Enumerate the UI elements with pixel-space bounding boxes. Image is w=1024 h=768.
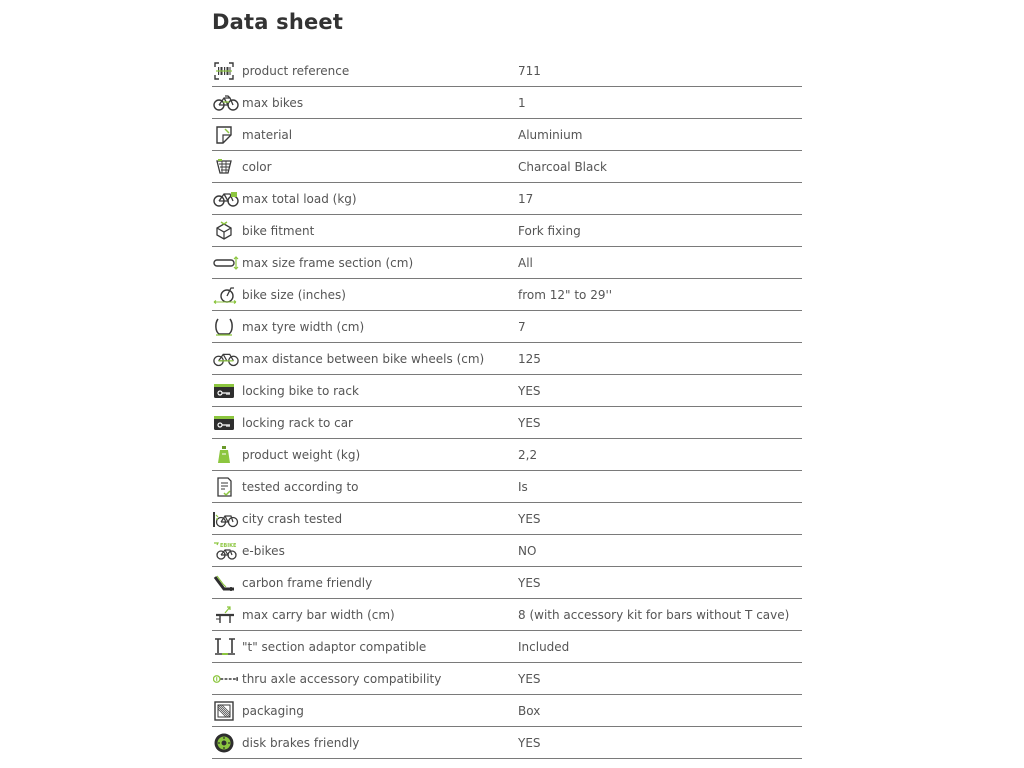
row-label: product reference bbox=[242, 63, 350, 78]
row-label: packaging bbox=[242, 703, 304, 718]
row-value: 7 bbox=[518, 319, 526, 334]
row-value: All bbox=[518, 255, 533, 270]
table-row-thru-axle bbox=[212, 663, 802, 695]
table-row-max-distance-wheels bbox=[212, 343, 802, 375]
t-section-icon bbox=[213, 636, 239, 658]
carry-bar-icon bbox=[213, 604, 239, 626]
tyre-icon bbox=[213, 316, 239, 338]
table-row-locking-bike-to-rack bbox=[212, 375, 802, 407]
thru-axle-icon bbox=[213, 668, 239, 690]
material-icon bbox=[213, 124, 239, 146]
row-value: 125 bbox=[518, 351, 541, 366]
row-label: e-bikes bbox=[242, 543, 285, 558]
ebike-icon bbox=[213, 540, 239, 562]
row-value: YES bbox=[518, 671, 541, 686]
barcode-icon bbox=[213, 60, 239, 82]
wheel-size-icon bbox=[213, 284, 239, 306]
table-row-bike-size bbox=[212, 279, 802, 311]
row-value: 8 (with accessory kit for bars without T cave) bbox=[518, 607, 790, 622]
row-label: bike fitment bbox=[242, 223, 315, 238]
row-value: 2,2 bbox=[518, 447, 538, 462]
frame-section-icon bbox=[213, 252, 239, 274]
row-value: YES bbox=[518, 511, 541, 526]
row-label: max distance between bike wheels (cm) bbox=[242, 351, 485, 366]
table-row-max-bikes bbox=[212, 87, 802, 119]
row-label: locking bike to rack bbox=[242, 383, 359, 398]
table-row-carbon-frame-friendly bbox=[212, 567, 802, 599]
row-value: Included bbox=[518, 639, 570, 654]
row-value: YES bbox=[518, 735, 541, 750]
disk-brake-icon bbox=[213, 732, 239, 754]
table-row-e-bikes bbox=[212, 535, 802, 567]
table-row-tested-according-to bbox=[212, 471, 802, 503]
bike-load-icon bbox=[213, 188, 239, 210]
table-row-max-size-frame-section bbox=[212, 247, 802, 279]
row-label: color bbox=[242, 159, 272, 174]
row-label: "t" section adaptor compatible bbox=[242, 639, 427, 654]
row-label: max carry bar width (cm) bbox=[242, 607, 395, 622]
fitment-cube-icon bbox=[213, 220, 239, 242]
table-row-max-tyre-width bbox=[212, 311, 802, 343]
table-row-max-total-load bbox=[212, 183, 802, 215]
table-row-product-reference bbox=[212, 55, 802, 87]
ebike-icon-text: EBIKE bbox=[220, 542, 237, 549]
row-label: product weight (kg) bbox=[242, 447, 361, 462]
row-value: YES bbox=[518, 575, 541, 590]
table-row-city-crash-tested bbox=[212, 503, 802, 535]
row-label: thru axle accessory compatibility bbox=[242, 671, 442, 686]
row-value: Fork fixing bbox=[518, 223, 581, 238]
row-value: Charcoal Black bbox=[518, 159, 607, 174]
lock-key-icon bbox=[213, 380, 239, 402]
weight-icon bbox=[213, 444, 239, 466]
row-value: NO bbox=[518, 543, 537, 558]
row-value: Aluminium bbox=[518, 127, 583, 142]
row-label: material bbox=[242, 127, 293, 142]
row-value: 1 bbox=[518, 95, 526, 110]
row-value: 17 bbox=[518, 191, 534, 206]
data-sheet-table bbox=[212, 55, 802, 759]
row-value: 711 bbox=[518, 63, 541, 78]
table-row-packaging bbox=[212, 695, 802, 727]
row-value: Is bbox=[518, 479, 528, 494]
row-label: carbon frame friendly bbox=[242, 575, 373, 590]
row-value: YES bbox=[518, 383, 541, 398]
table-row-disk-brakes bbox=[212, 727, 802, 759]
bike-icon bbox=[213, 92, 239, 114]
row-label: bike size (inches) bbox=[242, 287, 346, 302]
table-row-product-weight bbox=[212, 439, 802, 471]
row-label: max total load (kg) bbox=[242, 191, 357, 206]
page-title: Data sheet bbox=[212, 10, 344, 34]
row-label: max size frame section (cm) bbox=[242, 255, 414, 270]
crash-test-icon bbox=[213, 508, 239, 530]
row-label: city crash tested bbox=[242, 511, 343, 526]
row-value: from 12" to 29'' bbox=[518, 287, 613, 302]
document-check-icon bbox=[213, 476, 239, 498]
box-icon bbox=[213, 700, 239, 722]
wheelbase-icon bbox=[213, 348, 239, 370]
row-label: max tyre width (cm) bbox=[242, 319, 365, 334]
row-value: Box bbox=[518, 703, 541, 718]
row-label: disk brakes friendly bbox=[242, 735, 360, 750]
row-value: YES bbox=[518, 415, 541, 430]
row-label: locking rack to car bbox=[242, 415, 353, 430]
table-row-max-carry-bar-width bbox=[212, 599, 802, 631]
lock-key-icon bbox=[213, 412, 239, 434]
palette-icon bbox=[213, 156, 239, 178]
carbon-frame-icon bbox=[213, 572, 239, 594]
table-row-t-section-adaptor bbox=[212, 631, 802, 663]
row-label: max bikes bbox=[242, 95, 304, 110]
table-row-bike-fitment bbox=[212, 215, 802, 247]
table-row-locking-rack-to-car bbox=[212, 407, 802, 439]
row-label: tested according to bbox=[242, 479, 359, 494]
table-row-color bbox=[212, 151, 802, 183]
table-row-material bbox=[212, 119, 802, 151]
